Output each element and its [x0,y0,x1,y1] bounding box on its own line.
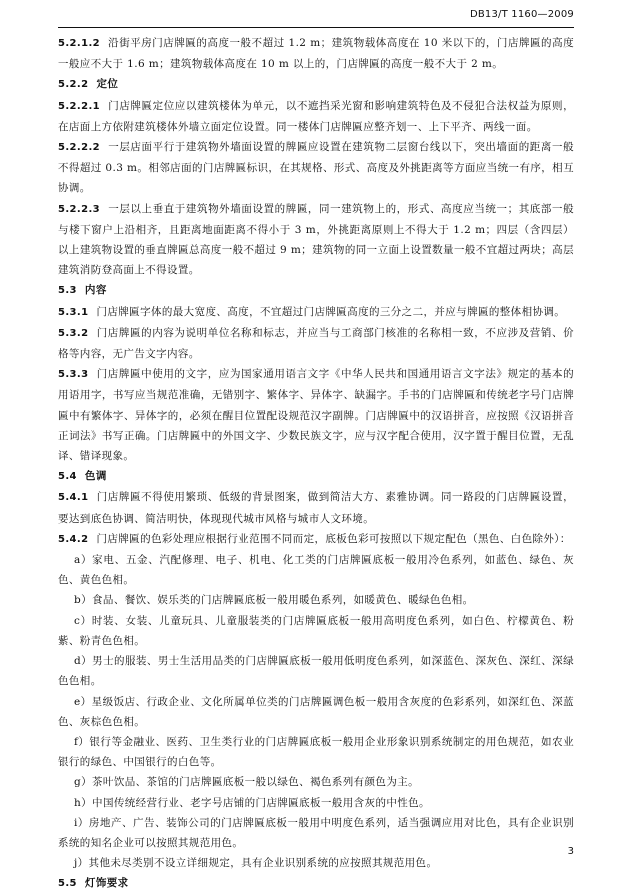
list-item-f: f）银行等金融业、医药、卫生类行业的门店牌匾底板一般用企业形象识别系统制定的用色规范，如农业银行的绿色、中国银行的白色等。 [58,735,574,769]
clause-number: 5.2.1.2 [58,38,101,49]
section-title: 定位 [96,78,119,91]
clause-5-3-1 [58,302,574,323]
clause-number: 5.4.2 [58,533,89,545]
clause-text: 一层以上垂直于建筑物外墙面设置的牌匾，同一建筑物上的，形式、高度应当统一；其底部一般与楼下窗户上沿相齐，且距离地面距离不得小于 3 m，外挑距离原则上不得大于 1.2 m；四层（含四层）以上建筑物设置的垂直牌匾总高度一般不超过 9 m；建筑物的同一立面上设置数量一般不宜超过两块；高层建筑消防登高面上不得设置。 [58,202,574,277]
list-item-g: g）茶叶饮品、茶馆的门店牌匾底板一般以绿色、褐色系列有颜色为主。 [74,776,420,789]
clause-text: 门店牌匾中使用的文字，应为国家通用语言文字《中华人民共和国通用语言文字法》规定的基本的用语用字，书写应当规范准确，无错别字、繁体字、异体字、缺漏字。手书的门店牌匾和传统老字号门店牌匾中有繁体字、异体字的，必须在醒目位置配设规范汉字副牌。门店牌匾中的汉语拼音，应按照《汉语拼音正词法》书写正确。门店牌匾中的外国文字、少数民族文字，应与汉字配合使用，汉字置于醒目位置，无乱译、错译现象。 [58,368,574,463]
standard-code: DB13/T 1160—2009 [469,9,574,20]
clause-text: 沿街平房门店牌匾的高度一般不超过 1.2 m；建筑物载体高度在 10 米以下的，门店牌匾的高度一般应不大于 1.6 m；建筑物载体高度在 10 m 以上的，门店牌匾的高度一般不大于 2 m。 [58,37,574,71]
clause-5-3-3 [58,364,574,466]
clause-number: 5.2.2.1 [58,100,101,112]
clause-number: 5.3.1 [58,306,89,318]
clause-5-2-2-1 [58,96,574,137]
clause-5-4-1 [58,487,574,528]
clause-5-2-2-3 [58,199,574,281]
page-number: 3 [567,846,574,857]
section-number: 5.3 [58,285,77,297]
clause-number: 5.2.2.3 [58,203,101,215]
clause-5-4-2 [58,529,574,550]
list-item-d: d）男士的服装、男士生活用品类的门店牌匾底板一般用低明度色系列，如深蓝色、深灰色、深红、深绿色色相。 [58,655,574,688]
section-5-2-2 [58,74,574,95]
clause-text: 门店牌匾定位应以建筑楼体为单元，以不遮挡采光窗和影响建筑特色及不侵犯合法权益为原则，在店面上方依附建筑楼体外墙立面定位设置。同一楼体门店牌匾应整齐划一、上下平齐、两线一面。 [58,99,574,133]
section-number: 5.2.2 [58,79,89,91]
list-item-e: e）星级饭店、行政企业、文化所属单位类的门店牌匾调色板一般用含灰度的色彩系列，如深红色、深蓝色、灰棕色色相。 [58,695,574,728]
clause-number: 5.3.3 [58,369,89,381]
clause-5-3-2 [58,323,574,364]
section-number: 5.5 [58,878,77,890]
section-title: 内容 [84,284,107,297]
header-rule [58,27,574,28]
list-item-i: i）房地产、广告、装饰公司的门店牌匾底板一般用中明度色系列，适当强调应用对比色，具有企业识别系统的知名企业可以按照其规范用色。 [58,816,574,849]
document-body [58,33,574,895]
clause-number: 5.3.2 [58,327,89,339]
clause-5-2-1-2 [58,33,574,74]
clause-text: 一层店面平行于建筑物外墙面设置的牌匾应设置在建筑物二层窗台线以下，突出墙面的距离一般不得超过 0.3 m。相邻店面的门店牌匾标识，在其规格、形式、高度及外挑距离等方面应当统一有序，相互协调。 [58,141,574,195]
section-title: 灯饰要求 [84,877,129,890]
clause-number: 5.2.2.2 [58,142,101,154]
section-5-4 [58,466,574,487]
clause-number: 5.4.1 [58,492,89,504]
section-5-3 [58,280,574,301]
clause-text: 门店牌匾的色彩处理应根据行业范围不同而定，底板色彩可按照以下规定配色（黑色、白色除外）： [96,532,571,545]
list-item-h: h）中国传统经营行业、老字号店铺的门店牌匾底板一般用含灰的中性色。 [74,796,430,809]
section-5-5 [58,873,574,894]
section-title: 色调 [84,470,107,483]
section-number: 5.4 [58,471,77,483]
clause-5-2-2-2 [58,137,574,199]
list-item-c: c）时装、女装、儿童玩具、儿童服装类的门店牌匾底板一般用高明度色系列，如白色、柠檬黄色、粉紫、粉青色色相。 [58,614,574,647]
list-item-j: j）其他未尽类别不设立详细规定，具有企业识别系统的应按照其规范用色。 [74,857,438,870]
clause-text: 门店牌匾的内容为说明单位名称和标志，并应当与工商部门核准的名称相一致，不应涉及营销、价格等内容，无广告文字内容。 [58,326,574,361]
clause-text: 门店牌匾字体的最大宽度、高度，不宜超过门店牌匾高度的三分之二，并应与牌匾的整体相协调。 [96,305,566,318]
clause-text: 门店牌匾不得使用繁琐、低级的背景图案，做到简洁大方、素雅协调。同一路段的门店牌匾设置，要达到底色协调、简洁明快，体现现代城市风格与城市人文环境。 [58,491,574,525]
list-item-b: b）食品、餐饮、娱乐类的门店牌匾底板一般用暖色系列，如暖黄色、暖绿色色相。 [74,594,474,607]
list-item-a: a）家电、五金、汽配修理、电子、机电、化工类的门店牌匾底板一般用冷色系列，如蓝色、绿色、灰色、黄色色相。 [58,554,574,587]
